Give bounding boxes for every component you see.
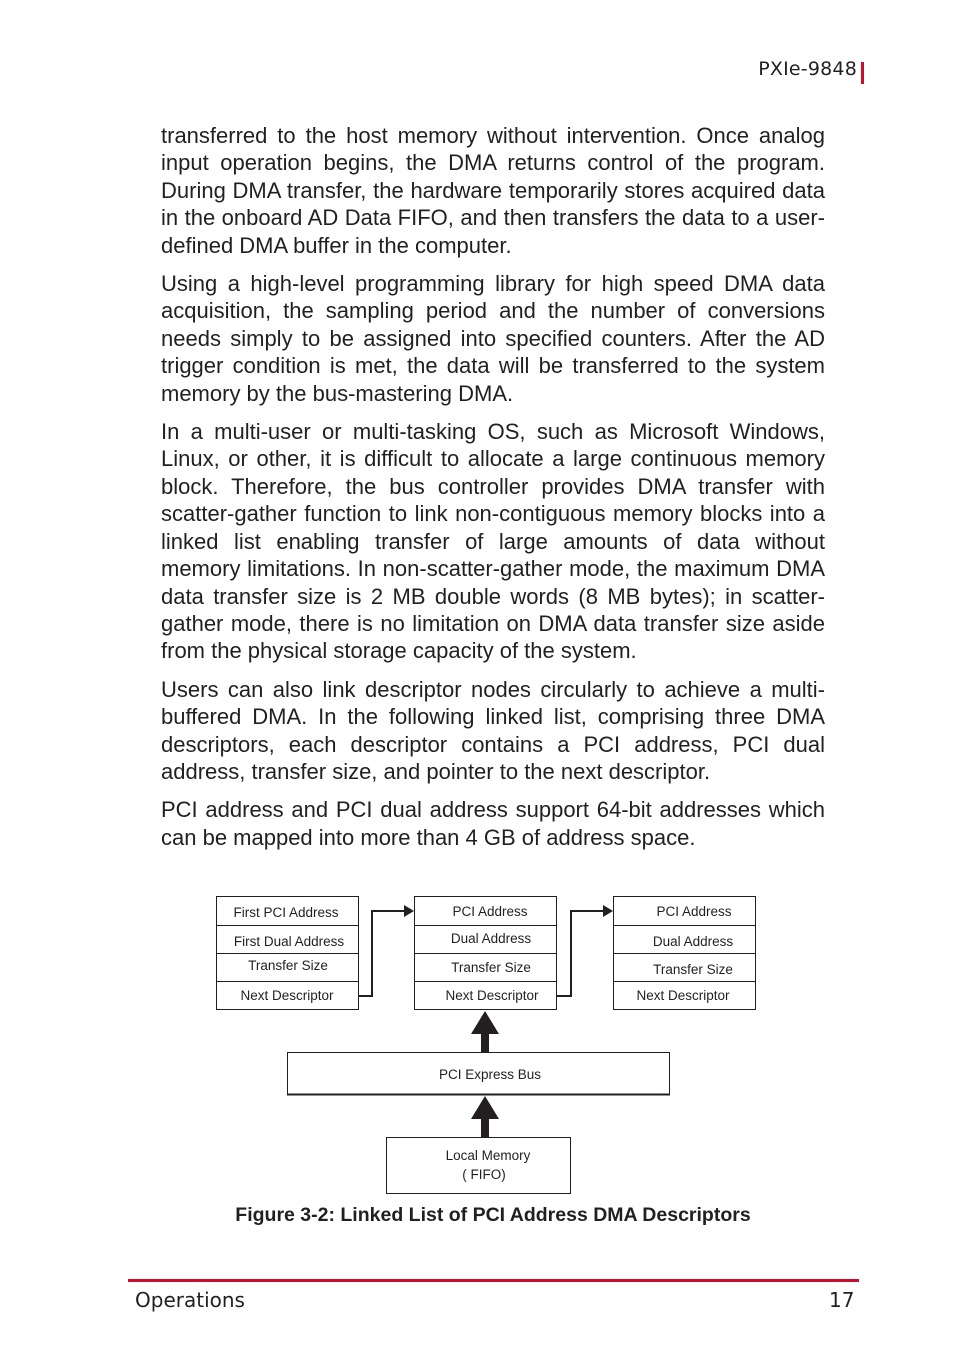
running-header-title: PXIe-9848 [758,58,857,80]
link-arrowhead-1 [404,905,414,917]
link-connector-2 [556,911,605,996]
footer-section-name: Operations [135,1288,245,1312]
paragraph: transferred to the host memory without intervention. Once analog input operation begins, the DMA returns control of the program. During DMA transfer, the hardware temporarily stores acquired data in the onboard AD Data FIFO, and then transfers the data to a user-defined DMA buffer in the computer. [161,123,825,258]
paragraph: In a multi-user or multi-tasking OS, such as Microsoft Windows, Linux, or other, it is difficult to allocate a large continuous memory block. Therefore, the bus controller provides DMA transfer with scatter-gather function to link non-contiguous memory blocks into a linked list enabling transfer of large amounts of data without memory limitations. In non-scatter-gather mode, the maximum DMA data transfer size is 2 MB double words (8 MB bytes); in scatter-gather mode, there is no limitation on DMA data transfer size aside from the physical storage capacity of the system. [161,419,825,664]
descriptor-2-next-descriptor: Next Descriptor [445,988,539,1003]
descriptor-1-transfer-size: Transfer Size [248,958,328,973]
paragraph: Users can also link descriptor nodes circularly to achieve a multi-buffered DMA. In the following linked list, comprising three DMA descriptors, each descriptor contains a PCI address, PCI dual address, transfer size, and pointer to the next descriptor. [161,676,825,784]
fifo-label: ( FIFO) [462,1167,506,1182]
up-arrow-bus-to-descriptor [471,1011,499,1052]
descriptor-1-dual-address: First Dual Address [233,934,345,949]
footer-rule [128,1279,859,1282]
paragraph: PCI address and PCI dual address support 64-bit addresses which can be mapped into more than 4 GB of address space. [161,797,825,850]
descriptor-3-next-descriptor: Next Descriptor [636,988,730,1003]
descriptor-3-dual-address: Dual Address [652,934,734,949]
local-memory-label: Local Memory [445,1148,531,1163]
descriptor-2-pci-address: PCI Address [452,904,528,919]
link-arrowhead-2 [603,905,613,917]
page-number: 17 [829,1288,855,1312]
descriptor-3-transfer-size: Transfer Size [653,962,733,977]
descriptor-1-next-descriptor: Next Descriptor [240,988,334,1003]
figure-caption: Figure 3-2: Linked List of PCI Address DMA Descriptors [235,1204,751,1226]
descriptor-2-transfer-size: Transfer Size [451,960,531,975]
local-memory-box [387,1138,571,1194]
descriptor-3-pci-address: PCI Address [656,904,732,919]
descriptor-1-pci-address: First PCI Address [233,905,339,920]
link-connector-1 [358,911,406,996]
pci-express-bus-label: PCI Express Bus [438,1067,542,1082]
descriptor-2-dual-address: Dual Address [450,931,532,946]
up-arrow-memory-to-bus [471,1096,499,1137]
paragraph: Using a high-level programming library for high speed DMA data acquisition, the sampling period and the number of conversions needs simply to be assigned into specified counters. After the AD trigger condition is met, the data will be transferred to the system memory by the bus-mastering DMA. [161,271,825,406]
